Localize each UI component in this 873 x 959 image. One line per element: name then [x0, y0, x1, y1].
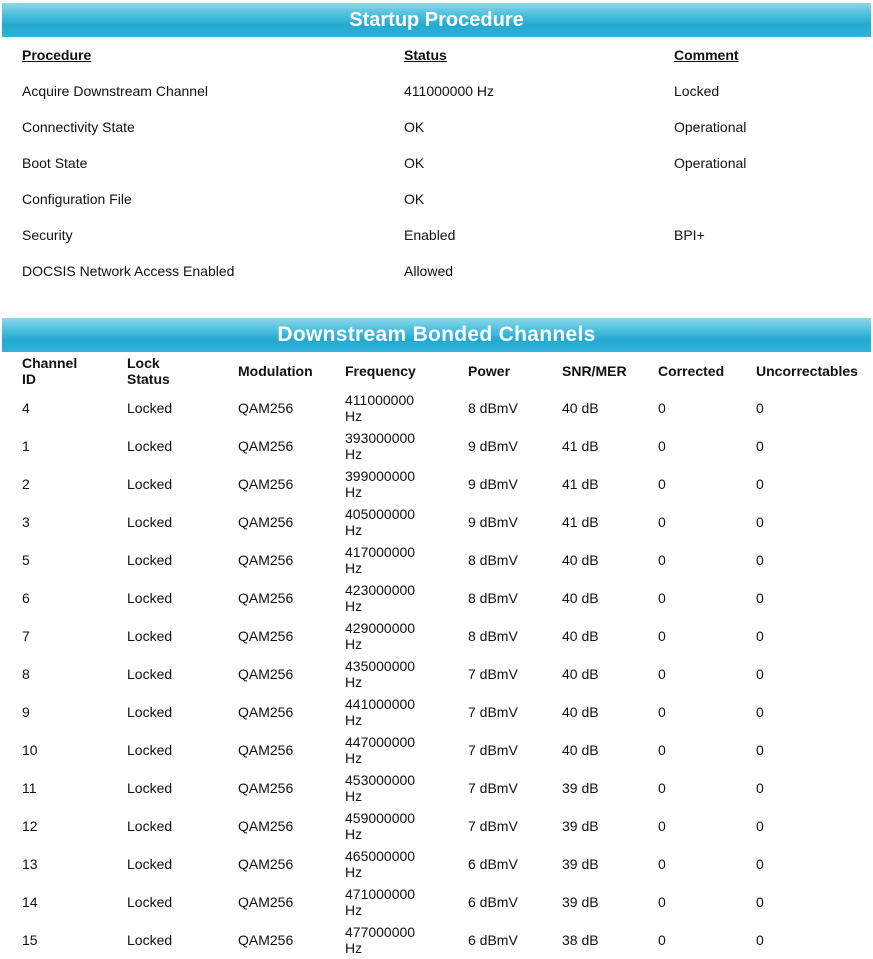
table-row	[0, 845, 873, 883]
cell-snr-mer: 40 dB	[562, 400, 599, 416]
procedure-comment: Operational	[674, 155, 747, 171]
cell-channel-id: 4	[22, 400, 30, 416]
startup-row	[0, 155, 873, 173]
procedure-comment: Locked	[674, 83, 720, 99]
cell-power: 9 dBmV	[468, 438, 518, 454]
cell-modulation: QAM256	[238, 666, 294, 682]
cell-power: 9 dBmV	[468, 476, 518, 492]
cell-power: 6 dBmV	[468, 932, 518, 948]
cell-power: 8 dBmV	[468, 628, 518, 644]
cell-channel-id: 5	[22, 552, 30, 568]
cell-channel-id: 11	[22, 780, 37, 796]
cell-modulation: QAM256	[238, 818, 294, 834]
cell-modulation: QAM256	[238, 552, 294, 568]
cell-modulation: QAM256	[238, 590, 294, 606]
cell-corrected: 0	[658, 818, 666, 834]
cell-frequency: 423000000 Hz	[345, 582, 416, 614]
cell-frequency: 435000000 Hz	[345, 658, 416, 690]
cell-frequency: 411000000 Hz	[345, 392, 415, 424]
cell-snr-mer: 41 dB	[562, 514, 599, 530]
cell-frequency: 447000000 Hz	[345, 734, 416, 766]
cell-corrected: 0	[658, 590, 666, 606]
table-row	[0, 541, 873, 579]
cell-snr-mer: 40 dB	[562, 742, 599, 758]
table-row	[0, 617, 873, 655]
cell-channel-id: 3	[22, 514, 30, 530]
cell-channel-id: 9	[22, 704, 30, 720]
cell-lock-status: Locked	[127, 590, 173, 606]
cell-power: 8 dBmV	[468, 590, 518, 606]
cell-uncorrectables: 0	[756, 628, 764, 644]
cell-channel-id: 10	[22, 742, 38, 758]
cell-modulation: QAM256	[238, 704, 294, 720]
cell-corrected: 0	[658, 932, 666, 948]
header-corrected: Corrected	[658, 363, 725, 379]
cell-channel-id: 6	[22, 590, 30, 606]
cell-corrected: 0	[658, 704, 666, 720]
cell-frequency: 477000000 Hz	[345, 924, 416, 956]
cell-modulation: QAM256	[238, 438, 294, 454]
cell-uncorrectables: 0	[756, 932, 764, 948]
cell-frequency: 459000000 Hz	[345, 810, 416, 842]
table-row	[0, 807, 873, 845]
cell-snr-mer: 38 dB	[562, 932, 599, 948]
cell-frequency: 429000000 Hz	[345, 620, 416, 652]
cell-corrected: 0	[658, 666, 666, 682]
downstream-bonded-channels-title: Downstream Bonded Channels	[2, 318, 871, 352]
cell-lock-status: Locked	[127, 932, 173, 948]
table-row	[0, 883, 873, 921]
startup-table-header	[0, 47, 873, 65]
cell-corrected: 0	[658, 552, 666, 568]
procedure-name: Security	[22, 227, 73, 243]
startup-procedure-title: Startup Procedure	[2, 3, 871, 37]
cell-frequency: 471000000 Hz	[345, 886, 416, 918]
cell-uncorrectables: 0	[756, 742, 764, 758]
procedure-name: Connectivity State	[22, 119, 135, 135]
cell-power: 7 dBmV	[468, 780, 518, 796]
cell-power: 8 dBmV	[468, 552, 518, 568]
cell-snr-mer: 41 dB	[562, 438, 599, 454]
cell-corrected: 0	[658, 476, 666, 492]
cell-lock-status: Locked	[127, 742, 173, 758]
cell-lock-status: Locked	[127, 514, 173, 530]
cell-uncorrectables: 0	[756, 438, 764, 454]
cell-channel-id: 1	[22, 438, 30, 454]
procedure-status: OK	[404, 191, 425, 207]
table-row	[0, 693, 873, 731]
cell-frequency: 441000000 Hz	[345, 696, 416, 728]
cell-uncorrectables: 0	[756, 666, 764, 682]
cell-frequency: 417000000 Hz	[345, 544, 416, 576]
header-procedure: Procedure	[22, 47, 92, 63]
cell-modulation: QAM256	[238, 514, 294, 530]
cell-snr-mer: 40 dB	[562, 628, 599, 644]
cell-channel-id: 7	[22, 628, 30, 644]
header-comment: Comment	[674, 47, 739, 63]
cell-power: 7 dBmV	[468, 704, 518, 720]
cell-corrected: 0	[658, 742, 666, 758]
cell-corrected: 0	[658, 514, 666, 530]
cell-power: 7 dBmV	[468, 818, 518, 834]
cell-frequency: 405000000 Hz	[345, 506, 416, 538]
cell-snr-mer: 40 dB	[562, 552, 599, 568]
cell-modulation: QAM256	[238, 628, 294, 644]
table-row	[0, 503, 873, 541]
cell-lock-status: Locked	[127, 552, 173, 568]
table-row	[0, 769, 873, 807]
header-lock-status: Lock Status	[127, 355, 170, 387]
cell-snr-mer: 39 dB	[562, 894, 599, 910]
cell-lock-status: Locked	[127, 704, 173, 720]
cell-snr-mer: 39 dB	[562, 780, 599, 796]
cell-modulation: QAM256	[238, 856, 294, 872]
cell-lock-status: Locked	[127, 856, 173, 872]
header-uncorrectables: Uncorrectables	[756, 363, 858, 379]
procedure-comment: BPI+	[674, 227, 705, 243]
cell-uncorrectables: 0	[756, 894, 764, 910]
startup-row	[0, 191, 873, 209]
cell-corrected: 0	[658, 780, 666, 796]
table-row	[0, 921, 873, 959]
cell-power: 6 dBmV	[468, 894, 518, 910]
cell-lock-status: Locked	[127, 894, 173, 910]
cell-lock-status: Locked	[127, 780, 173, 796]
table-row	[0, 579, 873, 617]
cell-channel-id: 13	[22, 856, 38, 872]
cell-uncorrectables: 0	[756, 552, 764, 568]
table-row	[0, 427, 873, 465]
cell-uncorrectables: 0	[756, 514, 764, 530]
procedure-status: Enabled	[404, 227, 456, 243]
startup-row	[0, 83, 873, 101]
cell-channel-id: 14	[22, 894, 38, 910]
cell-snr-mer: 40 dB	[562, 666, 599, 682]
procedure-status: OK	[404, 119, 425, 135]
cell-snr-mer: 40 dB	[562, 704, 599, 720]
startup-row	[0, 263, 873, 281]
procedure-name: DOCSIS Network Access Enabled	[22, 263, 235, 279]
cell-modulation: QAM256	[238, 894, 294, 910]
cell-uncorrectables: 0	[756, 704, 764, 720]
cell-snr-mer: 41 dB	[562, 476, 599, 492]
cell-power: 9 dBmV	[468, 514, 518, 530]
procedure-status: OK	[404, 155, 425, 171]
cell-channel-id: 8	[22, 666, 30, 682]
cell-lock-status: Locked	[127, 400, 173, 416]
cell-frequency: 399000000 Hz	[345, 468, 416, 500]
cell-channel-id: 15	[22, 932, 38, 948]
cell-lock-status: Locked	[127, 476, 173, 492]
cell-snr-mer: 40 dB	[562, 590, 599, 606]
cell-frequency: 393000000 Hz	[345, 430, 416, 462]
cell-snr-mer: 39 dB	[562, 856, 599, 872]
cell-uncorrectables: 0	[756, 400, 764, 416]
table-row	[0, 655, 873, 693]
procedure-name: Boot State	[22, 155, 88, 171]
cell-power: 7 dBmV	[468, 742, 518, 758]
cell-uncorrectables: 0	[756, 818, 764, 834]
cell-corrected: 0	[658, 856, 666, 872]
cell-channel-id: 2	[22, 476, 30, 492]
startup-row	[0, 119, 873, 137]
header-power: Power	[468, 363, 511, 379]
cell-power: 6 dBmV	[468, 856, 518, 872]
cell-lock-status: Locked	[127, 666, 173, 682]
procedure-comment: Operational	[674, 119, 747, 135]
cell-power: 8 dBmV	[468, 400, 518, 416]
cell-modulation: QAM256	[238, 476, 294, 492]
cell-uncorrectables: 0	[756, 590, 764, 606]
cell-power: 7 dBmV	[468, 666, 518, 682]
header-channel-id: Channel ID	[22, 355, 78, 387]
table-row	[0, 389, 873, 427]
cell-modulation: QAM256	[238, 932, 294, 948]
procedure-status: 411000000 Hz	[404, 83, 495, 99]
cell-modulation: QAM256	[238, 400, 294, 416]
cell-lock-status: Locked	[127, 628, 173, 644]
cell-uncorrectables: 0	[756, 476, 764, 492]
downstream-table-header	[0, 355, 873, 389]
header-modulation: Modulation	[238, 363, 313, 379]
cell-frequency: 465000000 Hz	[345, 848, 416, 880]
cell-lock-status: Locked	[127, 818, 173, 834]
header-snr-mer: SNR/MER	[562, 363, 627, 379]
cell-corrected: 0	[658, 628, 666, 644]
procedure-name: Acquire Downstream Channel	[22, 83, 208, 99]
procedure-status: Allowed	[404, 263, 454, 279]
cell-corrected: 0	[658, 400, 666, 416]
cell-modulation: QAM256	[238, 742, 294, 758]
cell-uncorrectables: 0	[756, 856, 764, 872]
cell-uncorrectables: 0	[756, 780, 764, 796]
startup-row	[0, 227, 873, 245]
table-row	[0, 465, 873, 503]
cell-corrected: 0	[658, 438, 666, 454]
procedure-name: Configuration File	[22, 191, 132, 207]
cell-corrected: 0	[658, 894, 666, 910]
cell-frequency: 453000000 Hz	[345, 772, 416, 804]
cell-lock-status: Locked	[127, 438, 173, 454]
cell-channel-id: 12	[22, 818, 38, 834]
header-frequency: Frequency	[345, 363, 416, 379]
cell-modulation: QAM256	[238, 780, 294, 796]
header-status: Status	[404, 47, 447, 63]
cell-snr-mer: 39 dB	[562, 818, 599, 834]
table-row	[0, 731, 873, 769]
